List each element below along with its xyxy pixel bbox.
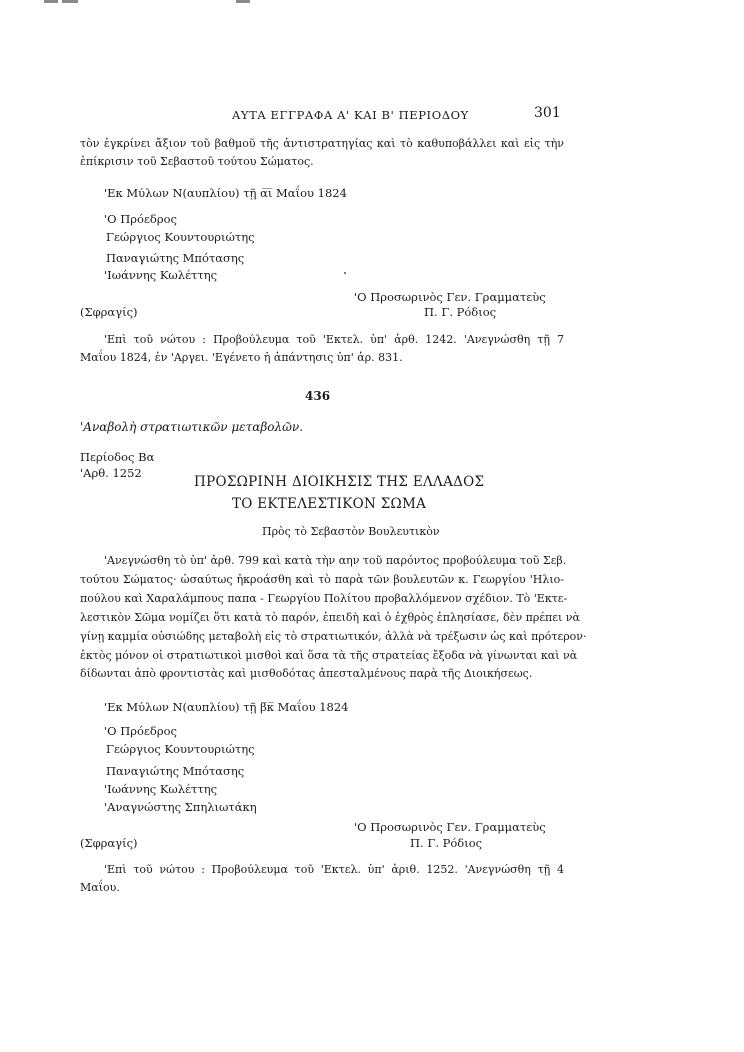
prev-endorsement-line: 'Επὶ τοῦ νώτου : Προβούλευμα τοῦ 'Εκτελ. ὑπ' ἀρθ. 1242. 'Ανεγνώσθη τῇ 7: [104, 333, 564, 346]
document-place-date: 'Εκ Μύλων Ν(αυπλίου) τῇ β̅κ̅ Μαΐου 1824: [104, 700, 349, 714]
document-signatory: 'Ιωάννης Κωλέττης: [104, 782, 218, 796]
body-line: πούλου καὶ Χαραλάμπους παπα - Γεωργίου Πολίτου προβαλλόμενον σχέδιον. Τὸ 'Εκτε-: [80, 592, 568, 605]
document-signatory: 'Αναγνώστης Σπηλιωτάκη: [104, 800, 257, 814]
prev-body-line: τὸν ἐγκρίνει ἄξιον τοῦ βαθμοῦ τῆς ἀντιστρατηγίας καὶ τὸ καθυποβάλλει καὶ εἰς τὴν: [80, 137, 564, 150]
document-seal: (Σφραγίς): [80, 836, 138, 850]
document-secretary-name: Π. Γ. Ρόδιος: [410, 836, 483, 850]
body-line: δίδωνται ἀπὸ φροντιστὰς καὶ μισθοδότας ἀπεσταλμένους παρὰ τῆς Διοικήσεως.: [80, 667, 533, 680]
body-line: ἐκτὸς μόνον οἱ στρατιωτικοὶ μισθοὶ καὶ ὅσα τὰ τῆς στρατείας ἔξοδα νὰ γίνωνται καὶ νὰ: [80, 649, 578, 662]
page-number: 301: [534, 105, 561, 121]
prev-signatory: Γεώργιος Κουντουριώτης: [106, 230, 255, 244]
document-endorsement-line: 'Επὶ τοῦ νώτου : Πρoβούλευμα τοῦ 'Εκτελ. ὑπ' ἀριθ. 1252. 'Ανεγνώσθη τῇ 4: [104, 863, 564, 876]
prev-seal: (Σφραγίς): [80, 305, 138, 319]
running-header-title: ΑΥΤΑ ΕΓΓΡΑΦΑ Α' ΚΑΙ Β' ΠΕΡΙΟΔΟΥ: [232, 108, 469, 122]
document-signatory: Παναγιώτης Μπότασης: [106, 764, 245, 778]
prev-secretary-title: 'Ο Προσωρινὸς Γεν. Γραμματεὺς: [354, 290, 546, 304]
document-signatory: 'Ο Πρόεδρος: [104, 724, 177, 738]
body-line: 'Ανεγνώσθη τὸ ὑπ' ἀρθ. 799 καὶ κατὰ τὴν αην τοῦ παρόντος προβούλευμα τοῦ Σεβ.: [104, 554, 567, 567]
scan-speck: [344, 272, 346, 274]
document-signatory: Γεώργιος Κουντουριώτης: [106, 742, 255, 756]
document-addressee: Πρὸς τὸ Σεβαστὸν Βουλευτικὸν: [262, 525, 440, 538]
document-subheading: ΤΟ ΕΚΤΕΛΕΣΤΙΚΟΝ ΣΩΜΑ: [232, 496, 427, 512]
body-line: γίνῃ καμμία οὐσιώδης μεταβολὴ εἰς τὸ στρατιωτικόν, ἀλλὰ νὰ τρέξωσιν ὡς καὶ πρότερον·: [80, 630, 587, 643]
scan-edge-mark: [44, 0, 58, 3]
document-heading: ΠΡΟΣΩΡΙΝΗ ΔΙΟΙΚΗΣΙΣ ΤΗΣ ΕΛΛΑΔΟΣ: [194, 474, 485, 490]
document-period: Περίοδος Βα: [80, 450, 155, 464]
scan-edge-mark: [236, 0, 250, 3]
scan-edge-mark: [62, 0, 78, 3]
document-subject: 'Αναβολὴ στρατιωτικῶν μεταβολῶν.: [80, 420, 304, 434]
prev-place-date: 'Εκ Μύλων Ν(αυπλίου) τῇ α̅ι̅ Μαΐου 1824: [104, 186, 347, 200]
document-article: 'Αρθ. 1252: [80, 466, 142, 480]
prev-signatory: 'Ιωάννης Κωλέττης: [104, 268, 218, 282]
body-line: λεστικὸν Σῶμα νομίζει ὅτι κατὰ τὸ παρόν, ἐπειδὴ καὶ ὁ ἐχθρὸς ἐπλησίασε, δὲν πρέπει νὰ: [80, 611, 580, 624]
body-line: τούτου Σώματος· ὡσαύτως ἠκροάσθη καὶ τὸ παρὰ τῶν βουλευτῶν κ. Γεωργίου 'Ηλιο-: [80, 573, 564, 586]
prev-endorsement-line: Μαΐου 1824, ἐν 'Αργει. 'Εγένετο ἡ ἀπάντησις ὑπ' ἀρ. 831.: [80, 351, 403, 364]
prev-body-line: ἐπίκρισιν τοῦ Σεβαστοῦ τούτου Σώματος.: [80, 155, 314, 168]
document-endorsement-line: Μαΐου.: [80, 881, 120, 894]
document-secretary-title: 'Ο Προσωρινὸς Γεν. Γραμματεὺς: [354, 820, 546, 834]
prev-signatory: 'Ο Πρόεδρος: [104, 212, 177, 226]
prev-signatory: Παναγιώτης Μπότασης: [106, 251, 245, 265]
document-number: 436: [305, 389, 331, 403]
prev-secretary-name: Π. Γ. Ρόδιος: [424, 305, 497, 319]
